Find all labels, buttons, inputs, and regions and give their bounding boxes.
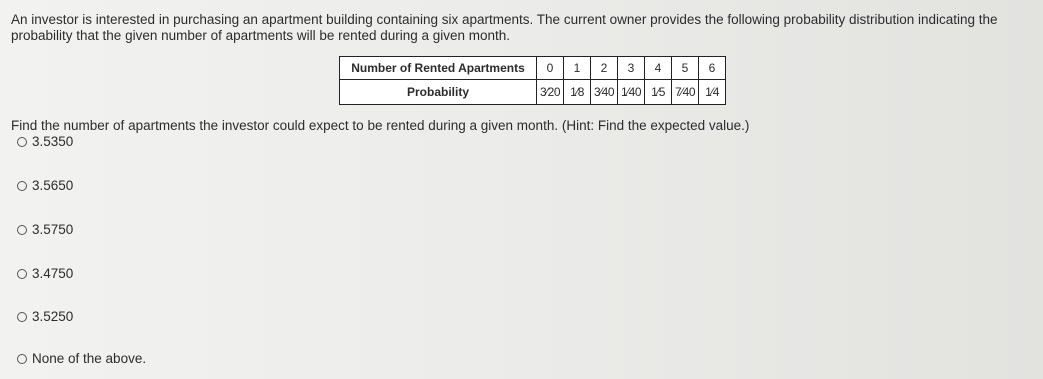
column-3: 3 <box>618 57 645 80</box>
probability-2: 3⁄40 <box>591 80 618 105</box>
option-label: 3.5250 <box>32 309 74 324</box>
radio-button-icon[interactable] <box>17 354 27 364</box>
column-5: 5 <box>672 57 699 80</box>
column-6: 6 <box>699 57 726 80</box>
option-label: 3.4750 <box>32 266 74 281</box>
probability-1: 1⁄8 <box>564 80 591 105</box>
option-label: None of the above. <box>32 351 147 366</box>
probability-0: 3⁄20 <box>537 80 564 105</box>
radio-button-icon[interactable] <box>17 269 27 279</box>
column-0: 0 <box>537 57 564 80</box>
probability-3: 1⁄40 <box>618 80 645 105</box>
answer-option-3[interactable] <box>17 222 73 237</box>
column-2: 2 <box>591 57 618 80</box>
option-label: 3.5350 <box>32 134 74 149</box>
table-row-probability <box>340 80 726 105</box>
radio-button-icon[interactable] <box>17 181 27 191</box>
radio-button-icon[interactable] <box>17 225 27 235</box>
column-4: 4 <box>645 57 672 80</box>
header-probability: Probability <box>340 80 537 105</box>
option-label: 3.5650 <box>32 178 74 193</box>
radio-button-icon[interactable] <box>17 137 27 147</box>
option-label: 3.5750 <box>32 222 74 237</box>
header-rented-apartments: Number of Rented Apartments <box>340 57 537 80</box>
answer-option-2[interactable] <box>17 178 73 193</box>
probability-5: 7⁄40 <box>672 80 699 105</box>
radio-button-icon[interactable] <box>17 312 27 322</box>
probability-6: 1⁄4 <box>699 80 726 105</box>
answer-option-4[interactable] <box>17 266 73 281</box>
column-1: 1 <box>564 57 591 80</box>
prompt-text: Find the number of apartments the investor could expect to be rented during a given month. (Hint: Find the expected value.) <box>11 118 750 133</box>
answer-option-6[interactable] <box>17 351 146 366</box>
table-row-apartments <box>340 57 726 80</box>
question-text: An investor is interested in purchasing an apartment building containing six apartments. The current owner provides the following probability distribution indicating the probability that the given number of apartments will be rented during a given month. <box>11 12 998 43</box>
probability-table <box>339 56 726 105</box>
probability-4: 1⁄5 <box>645 80 672 105</box>
answer-option-1[interactable] <box>17 134 73 149</box>
answer-option-5[interactable] <box>17 309 73 324</box>
